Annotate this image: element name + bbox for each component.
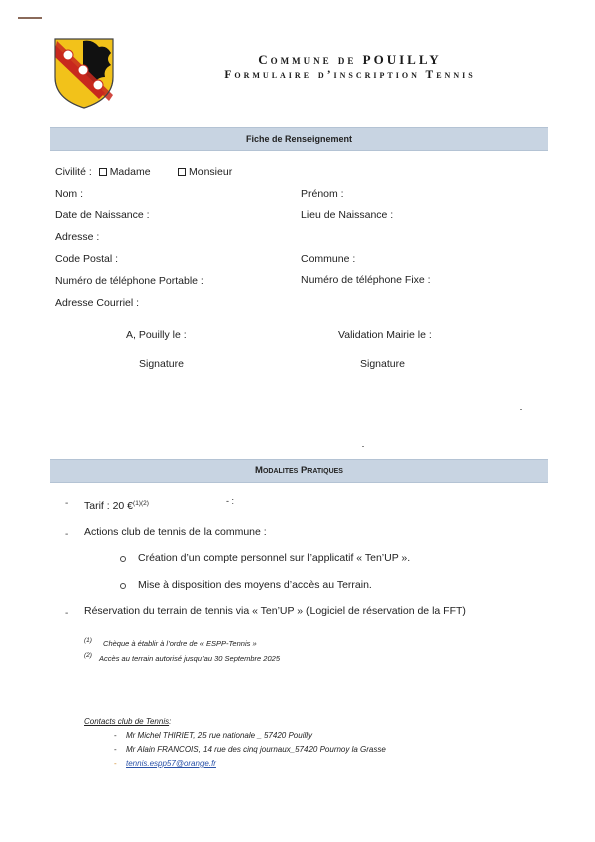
madame-checkbox[interactable] (99, 168, 107, 176)
section-header-modalites: Modalites Pratiques (50, 459, 548, 483)
adresse-label: Adresse : (55, 231, 100, 243)
tarif-line (84, 497, 149, 513)
contact-dash: - (114, 745, 117, 754)
lieu-naissance-label: Lieu de Naissance : (301, 209, 394, 221)
tarif-label: Tarif : 20 € (84, 500, 134, 512)
circle-bullet (120, 556, 126, 562)
footnote-2-text: Accès au terrain autorisé jusqu’au 30 Septembre 2025 (99, 654, 280, 663)
sub-item-acces: Mise à disposition des moyens d’accès au Terrain. (138, 579, 372, 591)
contact-email-link[interactable]: tennis.espp57@orange.fr (126, 759, 216, 768)
tarif-footnote-ref: (1)(2) (133, 500, 149, 507)
scan-speck (520, 409, 522, 410)
fait-a-label: A, Pouilly le : (126, 329, 187, 341)
coat-of-arms-logo (53, 37, 115, 110)
footnote-1 (84, 636, 257, 649)
tel-fixe-label: Numéro de téléphone Fixe : (301, 274, 431, 286)
monsieur-option (174, 166, 232, 179)
signature-left-label: Signature (139, 358, 184, 370)
courriel-label: Adresse Courriel : (55, 297, 140, 309)
commune-label: Commune : (301, 253, 356, 265)
bullet-dash: - (65, 529, 69, 540)
footnote-1-marker: (1) (84, 637, 92, 644)
contacts-title (84, 717, 171, 726)
date-naissance-label: Date de Naissance : (55, 209, 150, 221)
actions-club-label: Actions club de tennis de la commune : (84, 526, 267, 538)
code-postal-label: Code Postal : (55, 253, 119, 265)
monsieur-label: Monsieur (189, 166, 233, 178)
prenom-label: Prénom : (301, 188, 344, 200)
contact-francois: Mr Alain FRANCOIS, 14 rue des cinq journaux_57420 Pournoy la Grasse (126, 745, 386, 754)
reservation-label: Réservation du terrain de tennis via « Ten’UP » (Logiciel de réservation de la FFT) (84, 605, 466, 617)
tarif-trailing: - : (226, 496, 234, 506)
footnote-2-marker: (2) (84, 652, 92, 659)
footnote-2 (84, 651, 280, 664)
civility-row (55, 166, 151, 179)
madame-label: Madame (109, 166, 151, 178)
nom-label: Nom : (55, 188, 84, 200)
footnote-1-text: Chèque à établir à l’ordre de « ESPP-Tennis » (103, 639, 257, 648)
section-header-renseignement: Fiche de Renseignement (50, 127, 548, 151)
contact-dash: - (114, 731, 117, 740)
bullet-dash: - (65, 498, 69, 509)
contact-dash: - (114, 759, 117, 768)
title-form: Formulaire d’inscription Tennis (224, 69, 476, 81)
bullet-dash: - (65, 608, 69, 619)
scan-speck (362, 446, 364, 447)
validation-mairie-label: Validation Mairie le : (338, 329, 432, 341)
tel-portable-label: Numéro de téléphone Portable : (55, 275, 204, 287)
document-title (150, 52, 550, 83)
civility-label: Civilité : (55, 166, 92, 178)
monsieur-checkbox[interactable] (178, 168, 186, 176)
scan-mark (18, 17, 42, 19)
sub-item-compte: Création d’un compte personnel sur l’applicatif « Ten’UP ». (138, 552, 411, 564)
signature-right-label: Signature (360, 358, 405, 370)
contacts-title-text: Contacts club de Tennis (84, 717, 170, 726)
title-commune: Commune de POUILLY (258, 52, 442, 67)
circle-bullet (120, 583, 126, 589)
contacts-title-colon: : (169, 717, 172, 726)
contact-thiriet: Mr Michel THIRIET, 25 rue nationale _ 57420 Pouilly (126, 731, 313, 740)
